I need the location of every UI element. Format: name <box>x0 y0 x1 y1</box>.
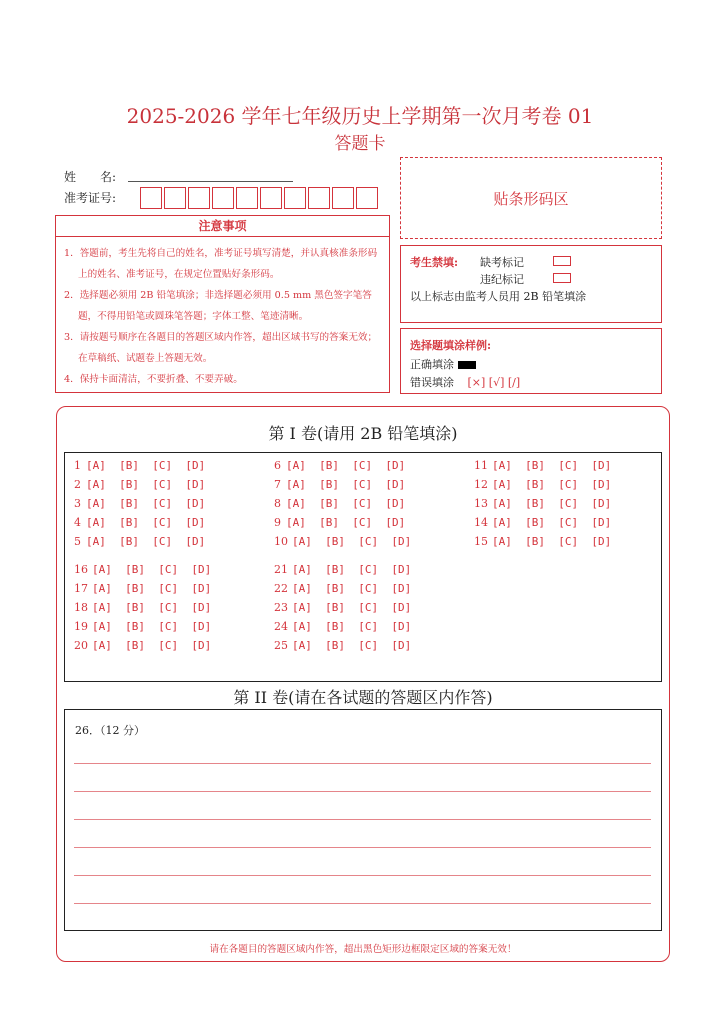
answer-options[interactable]: [A] [B] [C] [D] <box>92 563 212 576</box>
choice-question-15[interactable] <box>474 535 611 548</box>
answer-options[interactable]: [A] [B] [C] [D] <box>286 459 406 472</box>
note-item: 2．选择题必须用 2B 铅笔填涂；非选择题必须用 0.5 mm 黑色签字笔答题，不得用铅笔或圆珠笔答题；字体工整、笔迹清晰。 <box>64 290 372 322</box>
choice-question-18[interactable] <box>74 601 211 614</box>
choice-question-24[interactable] <box>274 620 411 633</box>
answer-options[interactable]: [A] [B] [C] [D] <box>292 582 412 595</box>
answer-line <box>74 791 651 792</box>
choice-question-5[interactable] <box>74 535 205 548</box>
choice-question-11[interactable] <box>474 459 611 472</box>
wrong-marks-sample: [×] [√] [/] <box>467 376 521 389</box>
question-number: 2 <box>74 478 81 491</box>
choice-question-9[interactable] <box>274 516 405 529</box>
q26-label: 26．（12 分） <box>75 724 145 737</box>
question-number: 25 <box>274 639 288 652</box>
sample-panel <box>400 328 662 394</box>
absent-mark-box[interactable] <box>553 256 571 266</box>
answer-options[interactable]: [A] [B] [C] [D] <box>492 535 612 548</box>
question-number: 11 <box>474 459 488 472</box>
choice-question-25[interactable] <box>274 639 411 652</box>
choice-question-8[interactable] <box>274 497 405 510</box>
answer-options[interactable]: [A] [B] [C] [D] <box>92 620 212 633</box>
violation-mark-box[interactable] <box>553 273 571 283</box>
question-number: 9 <box>274 516 281 529</box>
answer-options[interactable]: [A] [B] [C] [D] <box>492 497 612 510</box>
answer-options[interactable]: [A] [B] [C] [D] <box>292 620 412 633</box>
answer-options[interactable]: [A] [B] [C] [D] <box>92 639 212 652</box>
choice-question-23[interactable] <box>274 601 411 614</box>
answer-line <box>74 875 651 876</box>
choice-question-20[interactable] <box>74 639 211 652</box>
part2-title: 第 II 卷(请在各试题的答题区内作答) <box>233 688 493 707</box>
choice-question-17[interactable] <box>74 582 211 595</box>
question-number: 23 <box>274 601 288 614</box>
answer-options[interactable]: [A] [B] [C] [D] <box>92 582 212 595</box>
choice-question-6[interactable] <box>274 459 405 472</box>
answer-options[interactable]: [A] [B] [C] [D] <box>292 563 412 576</box>
notes-panel <box>55 215 390 393</box>
name-field[interactable] <box>128 181 293 182</box>
barcode-label: 贴条形码区 <box>493 189 569 208</box>
note-item: 3．请按题号顺序在各题目的答题区域内作答，超出区域书写的答案无效；在草稿纸、试题卷上答题无效。 <box>64 332 378 364</box>
answer-options[interactable]: [A] [B] [C] [D] <box>86 497 206 510</box>
id-label: 准考证号: <box>64 191 117 205</box>
forbid-heading: 考生禁填: <box>410 256 459 269</box>
question-number: 4 <box>74 516 81 529</box>
choice-question-7[interactable] <box>274 478 405 491</box>
choice-question-16[interactable] <box>74 563 211 576</box>
barcode-area <box>400 157 662 239</box>
choice-question-21[interactable] <box>274 563 411 576</box>
question-number: 18 <box>74 601 88 614</box>
answer-options[interactable]: [A] [B] [C] [D] <box>292 535 412 548</box>
choice-question-2[interactable] <box>74 478 205 491</box>
choice-question-4[interactable] <box>74 516 205 529</box>
question-number: 7 <box>274 478 281 491</box>
forbid-note: 以上标志由监考人员用 2B 铅笔填涂 <box>410 290 587 303</box>
question-number: 19 <box>74 620 88 633</box>
answer-options[interactable]: [A] [B] [C] [D] <box>286 497 406 510</box>
answer-options[interactable]: [A] [B] [C] [D] <box>86 459 206 472</box>
forbid-panel <box>400 245 662 323</box>
question-number: 6 <box>274 459 281 472</box>
question-number: 14 <box>474 516 488 529</box>
answer-options[interactable]: [A] [B] [C] [D] <box>292 639 412 652</box>
answer-options[interactable]: [A] [B] [C] [D] <box>292 601 412 614</box>
choice-question-14[interactable] <box>474 516 611 529</box>
page-subtitle: 答题卡 <box>334 134 386 154</box>
violation-label: 违纪标记 <box>480 273 524 286</box>
answer-line <box>74 819 651 820</box>
part1-title: 第 I 卷(请用 2B 铅笔填涂) <box>268 424 458 443</box>
notes-heading: 注意事项 <box>56 216 389 237</box>
question-number: 3 <box>74 497 81 510</box>
answer-options[interactable]: [A] [B] [C] [D] <box>492 516 612 529</box>
choice-question-22[interactable] <box>274 582 411 595</box>
answer-options[interactable]: [A] [B] [C] [D] <box>92 601 212 614</box>
footer-note: 请在各题目的答题区域内作答，超出黑色矩形边框限定区域的答案无效！ <box>209 944 517 955</box>
note-item: 4．保持卡面清洁，不要折叠、不要弄破。 <box>64 374 243 385</box>
name-label: 姓 名: <box>64 170 117 184</box>
essay-box[interactable] <box>64 709 662 931</box>
correct-fill-sample <box>458 361 476 369</box>
question-number: 12 <box>474 478 488 491</box>
answer-options[interactable]: [A] [B] [C] [D] <box>492 478 612 491</box>
question-number: 8 <box>274 497 281 510</box>
page-title: 2025-2026 学年七年级历史上学期第一次月考卷 01 <box>126 104 594 128</box>
question-number: 15 <box>474 535 488 548</box>
question-number: 5 <box>74 535 81 548</box>
answer-options[interactable]: [A] [B] [C] [D] <box>286 516 406 529</box>
choice-question-12[interactable] <box>474 478 611 491</box>
choice-question-3[interactable] <box>74 497 205 510</box>
answer-line <box>74 763 651 764</box>
sample-heading: 选择题填涂样例: <box>410 339 492 352</box>
question-number: 17 <box>74 582 88 595</box>
answer-options[interactable]: [A] [B] [C] [D] <box>86 516 206 529</box>
answer-options[interactable]: [A] [B] [C] [D] <box>86 535 206 548</box>
correct-label: 正确填涂 <box>410 358 454 371</box>
absent-label: 缺考标记 <box>480 256 524 269</box>
question-number: 13 <box>474 497 488 510</box>
question-number: 1 <box>74 459 81 472</box>
question-number: 21 <box>274 563 288 576</box>
wrong-label: 错误填涂 <box>410 376 454 389</box>
question-number: 24 <box>274 620 288 633</box>
question-number: 10 <box>274 535 288 548</box>
answer-options[interactable]: [A] [B] [C] [D] <box>492 459 612 472</box>
choice-question-10[interactable] <box>274 535 411 548</box>
id-number-boxes[interactable] <box>140 187 380 209</box>
choice-question-1[interactable] <box>74 459 205 472</box>
question-number: 20 <box>74 639 88 652</box>
answer-options[interactable]: [A] [B] [C] [D] <box>286 478 406 491</box>
answer-line <box>74 847 651 848</box>
question-number: 16 <box>74 563 88 576</box>
answer-options[interactable]: [A] [B] [C] [D] <box>86 478 206 491</box>
choice-question-19[interactable] <box>74 620 211 633</box>
note-item: 1．答题前，考生先将自己的姓名，准考证号填写清楚，并认真核准条形码上的姓名、准考证号，在规定位置贴好条形码。 <box>64 248 378 280</box>
answer-line <box>74 903 651 904</box>
choice-question-13[interactable] <box>474 497 611 510</box>
question-number: 22 <box>274 582 288 595</box>
